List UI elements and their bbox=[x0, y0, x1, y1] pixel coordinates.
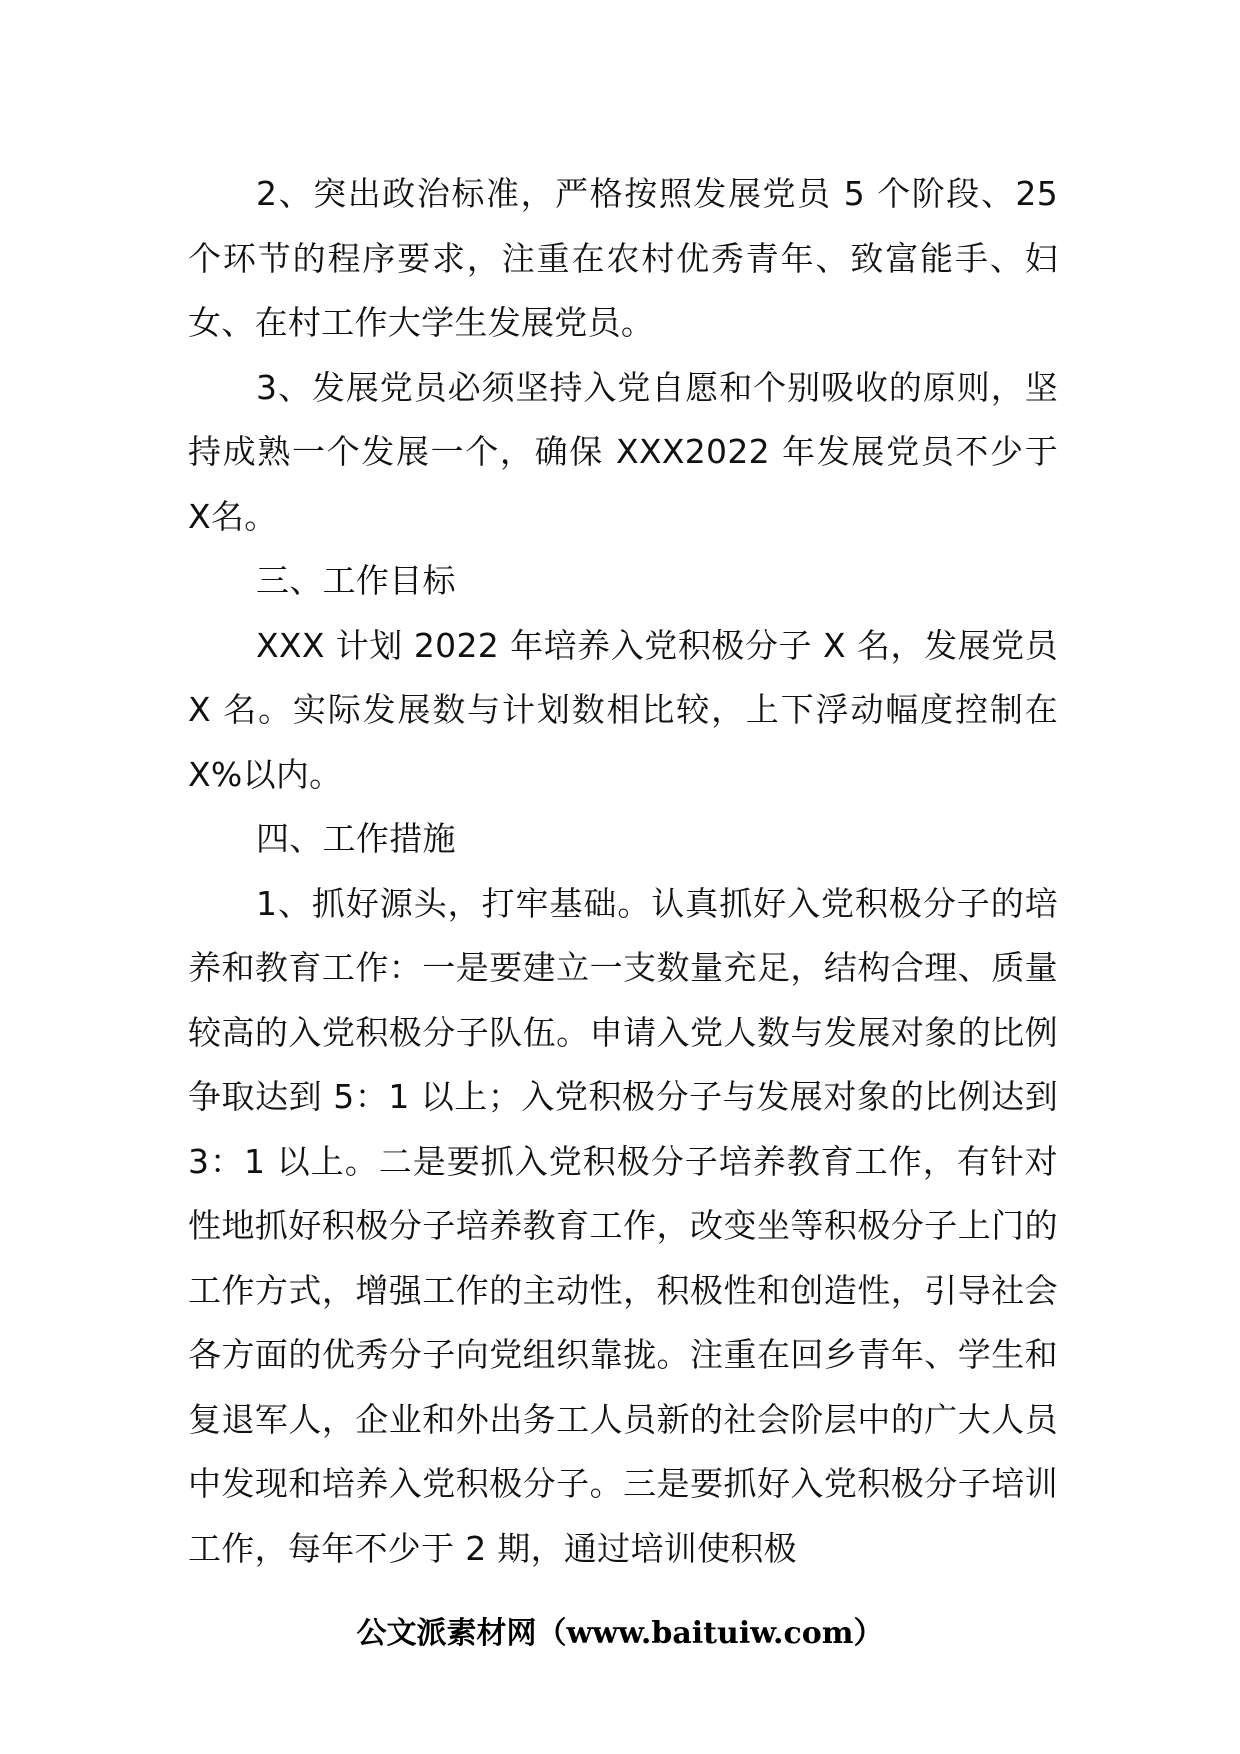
footer-watermark: 公文派素材网（www.baituiw.com） bbox=[356, 1616, 884, 1651]
paragraph-requirement-2: 2、突出政治标准，严格按照发展党员 5 个阶段、25个环节的程序要求，注重在农村优秀青年、致富能手、妇女、在村工作大学生发展党员。 bbox=[188, 174, 1058, 342]
paragraph-requirement-3: 3、发展党员必须坚持入党自愿和个别吸收的原则，坚持成熟一个发展一个，确保 XXX2022 年发展党员不少于 X名。 bbox=[188, 367, 1058, 536]
paragraph-measure-1: 1、抓好源头，打牢基础。认真抓好入党积极分子的培养和教育工作：一是要建立一支数量充足，结构合理、质量较高的入党积极分子队伍。申请入党人数与发展对象的比例争取达到 5：1 以上；入党积极分子与发展对象的比例达到 3：1 以上。二是要抓入党积极分子培养教育工作，有针对性地抓好积极分子培养教育工作，改变坐等积极分子上门的工作方式，增强工作的主动性，积极性和创造性，引导社会各方面的优秀分子向党组织靠拢。注重在回乡青年、学生和复退军人，企业和外出务工人员新的社会阶层中的广大人员中发现和培养入党积极分子。三是要抓好入党积极分子培训工作，每年不少于 2 期，通过培训使积极 bbox=[188, 883, 1058, 1568]
document-body bbox=[188, 162, 1058, 1581]
section-heading-measures: 四、工作措施 bbox=[256, 819, 456, 858]
paragraph-goals: XXX 计划 2022 年培养入党积极分子 X 名，发展党员X 名。实际发展数与计划数相比较，上下浮动幅度控制在 X%以内。 bbox=[188, 625, 1058, 794]
section-heading-goals: 三、工作目标 bbox=[256, 561, 456, 600]
